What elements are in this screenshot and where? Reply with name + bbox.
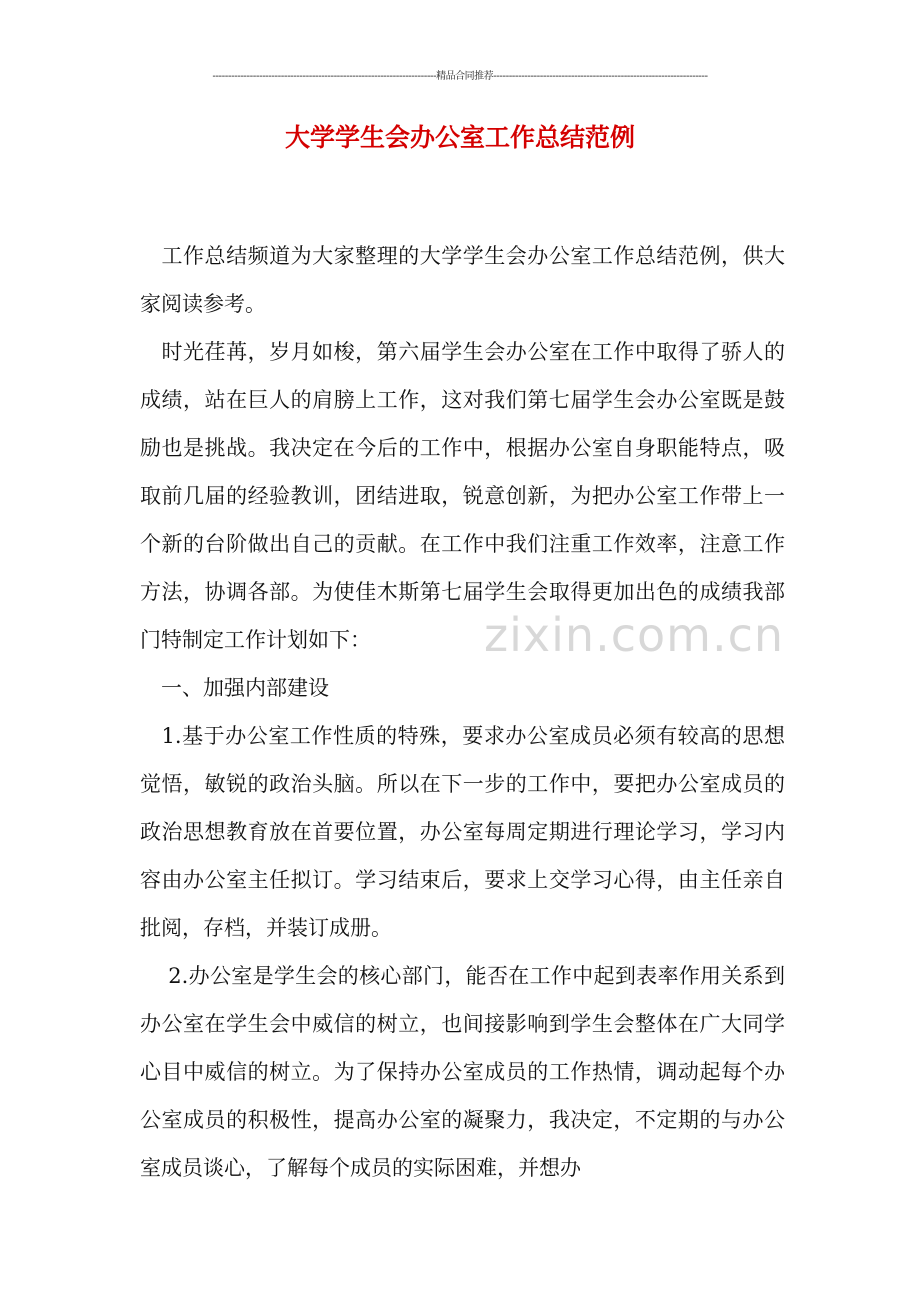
paragraph-item-2: 2.办公室是学生会的核心部门，能否在工作中起到表率作用关系到办公室在学生会中威信的树立，也间接影响到学生会整体在广大同学心目中威信的树立。为了保持办公室成员的工作热情，调动起每个办公室成员的积极性，提高办公室的凝聚力，我决定，不定期的与办公室成员谈心，了解每个成员的实际困难，并想办 xyxy=(140,964,785,1180)
paragraph-item-1: 1.基于办公室工作性质的特殊，要求办公室成员必须有较高的思想觉悟，敏锐的政治头脑。所以在下一步的工作中，要把办公室成员的政治思想教育放在首要位置，办公室每周定期进行理论学习，学习内容由办公室主任拟订。学习结束后，要求上交学习心得，由主任亲自批阅，存档，并装订成册。 xyxy=(140,724,785,940)
watermark: zixin.com.cn xyxy=(484,608,785,662)
paragraph-overview: 时光荏苒，岁月如梭，第六届学生会办公室在工作中取得了骄人的成绩，站在巨人的肩膀上工作，这对我们第七届学生会办公室既是鼓励也是挑战。我决定在今后的工作中，根据办公室自身职能特点，吸取前几届的经验教训，团结进取，锐意创新，为把办公室工作带上一个新的台阶做出自己的贡献。在工作中我们注重工作效率，注意工作方法，协调各部。为使佳木斯第七届学生会取得更加出色的成绩我部门特制定工作计划如下： xyxy=(140,340,785,652)
document-title: 大学学生会办公室工作总结范例 xyxy=(284,123,635,152)
paragraph-intro: 工作总结频道为大家整理的大学学生会办公室工作总结范例，供大家阅读参考。 xyxy=(140,244,785,316)
section-heading: 一、加强内部建设 xyxy=(140,676,329,700)
page-header: ------------------------------------------------------------------------精品合同推荐--------------------------------------------------------------------- xyxy=(212,71,708,82)
